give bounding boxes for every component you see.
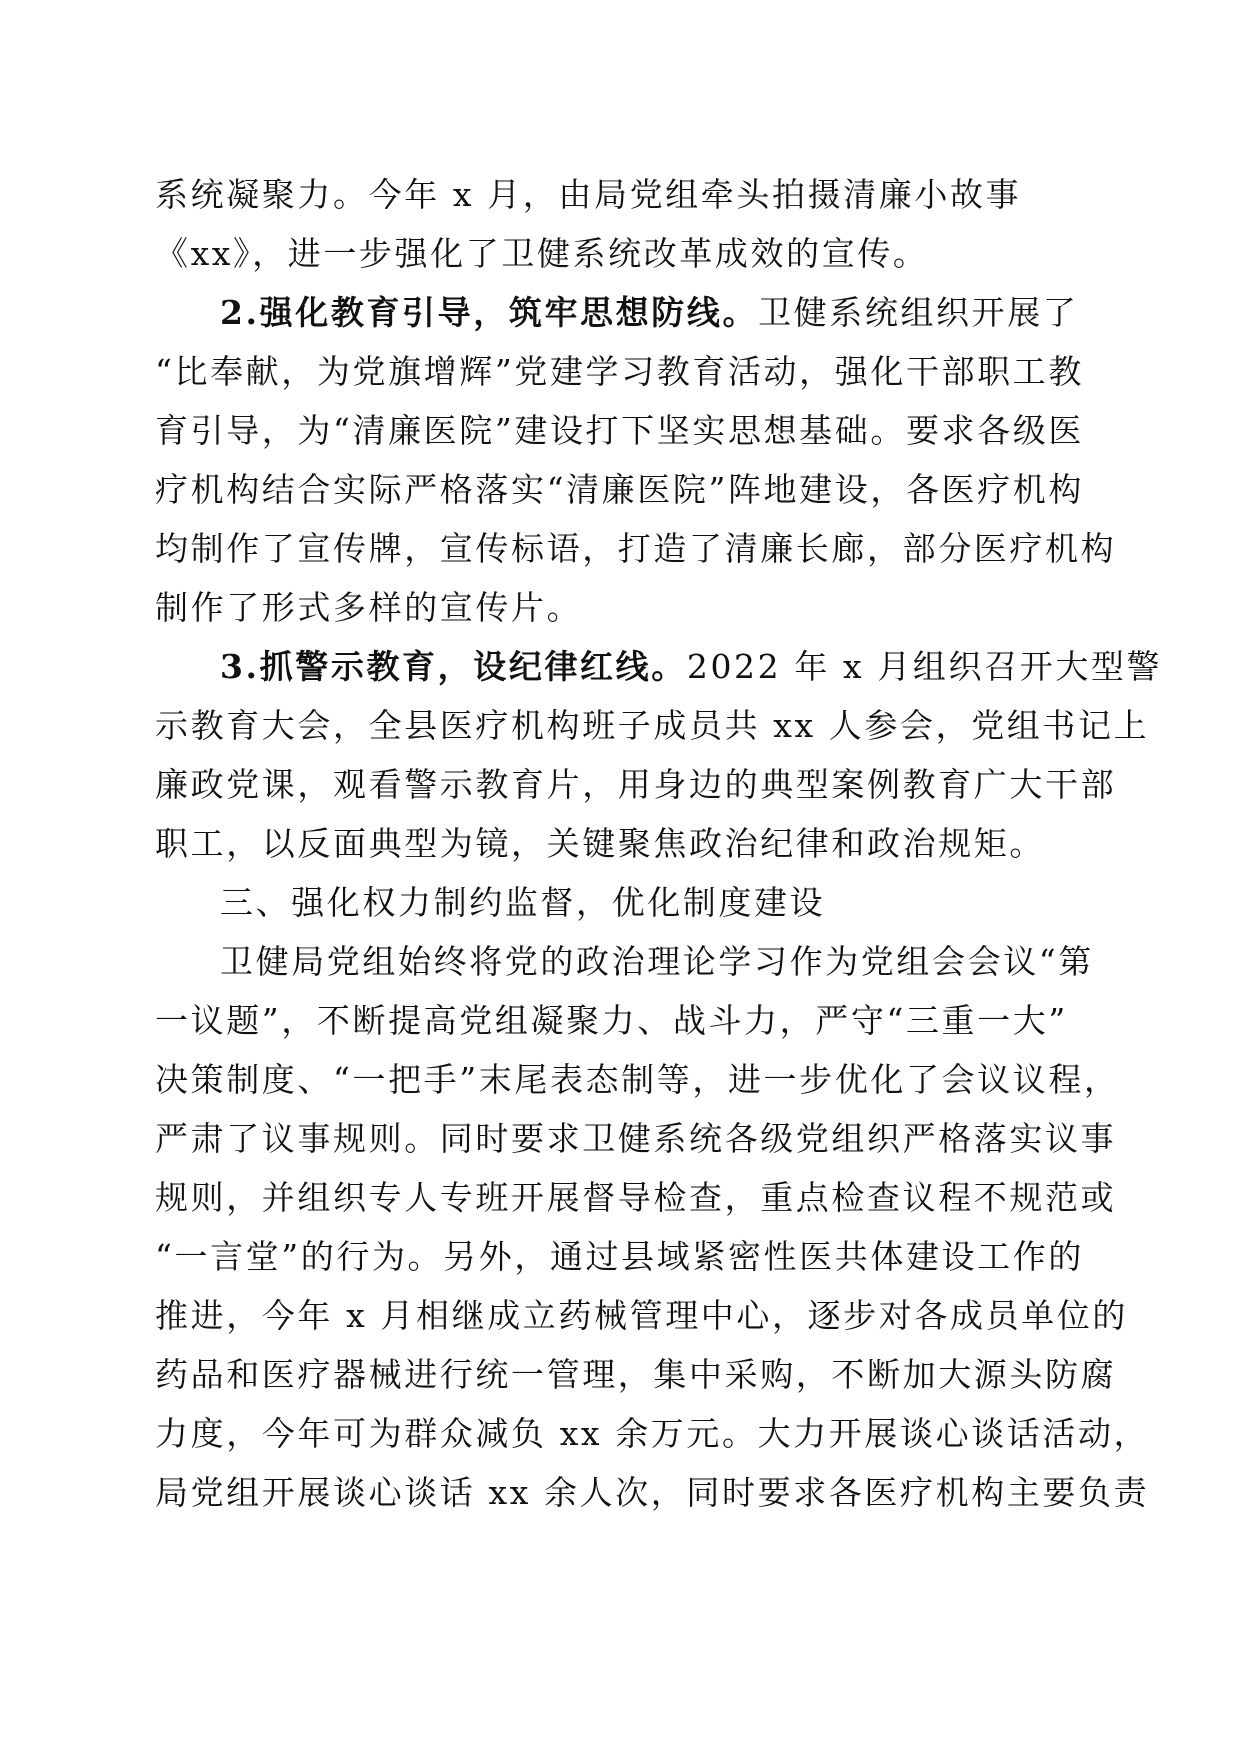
- text-line-9-body: 2022 年 x 月组织召开大型警: [686, 647, 1163, 686]
- text-line-20: 推进，今年 x 月相继成立药械管理中心，逐步对各成员单位的: [155, 1296, 1128, 1335]
- text-line-23: 局党组开展谈心谈话 xx 余人次，同时要求各医疗机构主要负责: [155, 1473, 1150, 1512]
- section-heading-3: 三、强化权力制约监督，优化制度建设: [220, 883, 826, 922]
- text-line-18: 规则，并组织专人专班开展督导检查，重点检查议程不规范或: [155, 1178, 1117, 1217]
- text-line-8: 制作了形式多样的宣传片。: [155, 588, 583, 627]
- text-line-12: 职工，以反面典型为镜，关键聚焦政治纪律和政治规矩。: [155, 824, 1045, 863]
- text-line-16: 决策制度、“一把手”末尾表态制等，进一步优化了会议议程，: [155, 1060, 1120, 1099]
- text-line-22: 力度，今年可为群众减负 xx 余万元。大力开展谈心谈话活动，: [155, 1414, 1150, 1453]
- text-line-21: 药品和医疗器械进行统一管理，集中采购，不断加大源头防腐: [155, 1355, 1117, 1394]
- text-line-17: 严肃了议事规则。同时要求卫健系统各级党组织严格落实议事: [155, 1119, 1117, 1158]
- text-line-6: 疗机构结合实际严格落实“清廉医院”阵地建设，各医疗机构: [155, 470, 1084, 509]
- text-line-11: 廉政党课，观看警示教育片，用身边的典型案例教育广大干部: [155, 765, 1117, 804]
- heading-2: 2.强化教育引导，筑牢思想防线。: [220, 293, 759, 332]
- text-line-19: “一言堂”的行为。另外，通过县域紧密性医共体建设工作的: [155, 1237, 1084, 1276]
- text-line-14: 卫健局党组始终将党的政治理论学习作为党组会会议“第: [220, 942, 1094, 981]
- text-line-9: [220, 643, 1162, 691]
- text-line-15: 一议题”，不断提高党组凝聚力、战斗力，严守“三重一大”: [155, 1001, 1068, 1040]
- text-line-10: 示教育大会，全县医疗机构班子成员共 xx 人参会，党组书记上: [155, 706, 1150, 745]
- text-line-4: “比奉献，为党旗增辉”党建学习教育活动，强化干部职工教: [155, 352, 1084, 391]
- text-line-5: 育引导，为“清廉医院”建设打下坚实思想基础。要求各级医: [155, 411, 1084, 450]
- text-line-1: 系统凝聚力。今年 x 月，由局党组牵头拍摄清廉小故事: [155, 175, 1022, 214]
- text-line-7: 均制作了宣传牌，宣传标语，打造了清廉长廊，部分医疗机构: [155, 529, 1117, 568]
- text-line-2: 《xx》，进一步强化了卫健系统改革成效的宣传。: [155, 234, 929, 273]
- text-line-3-body: 卫健系统组织开展了: [758, 293, 1079, 332]
- text-line-3: [220, 289, 1078, 337]
- heading-3: 3.抓警示教育，设纪律红线。: [220, 647, 687, 686]
